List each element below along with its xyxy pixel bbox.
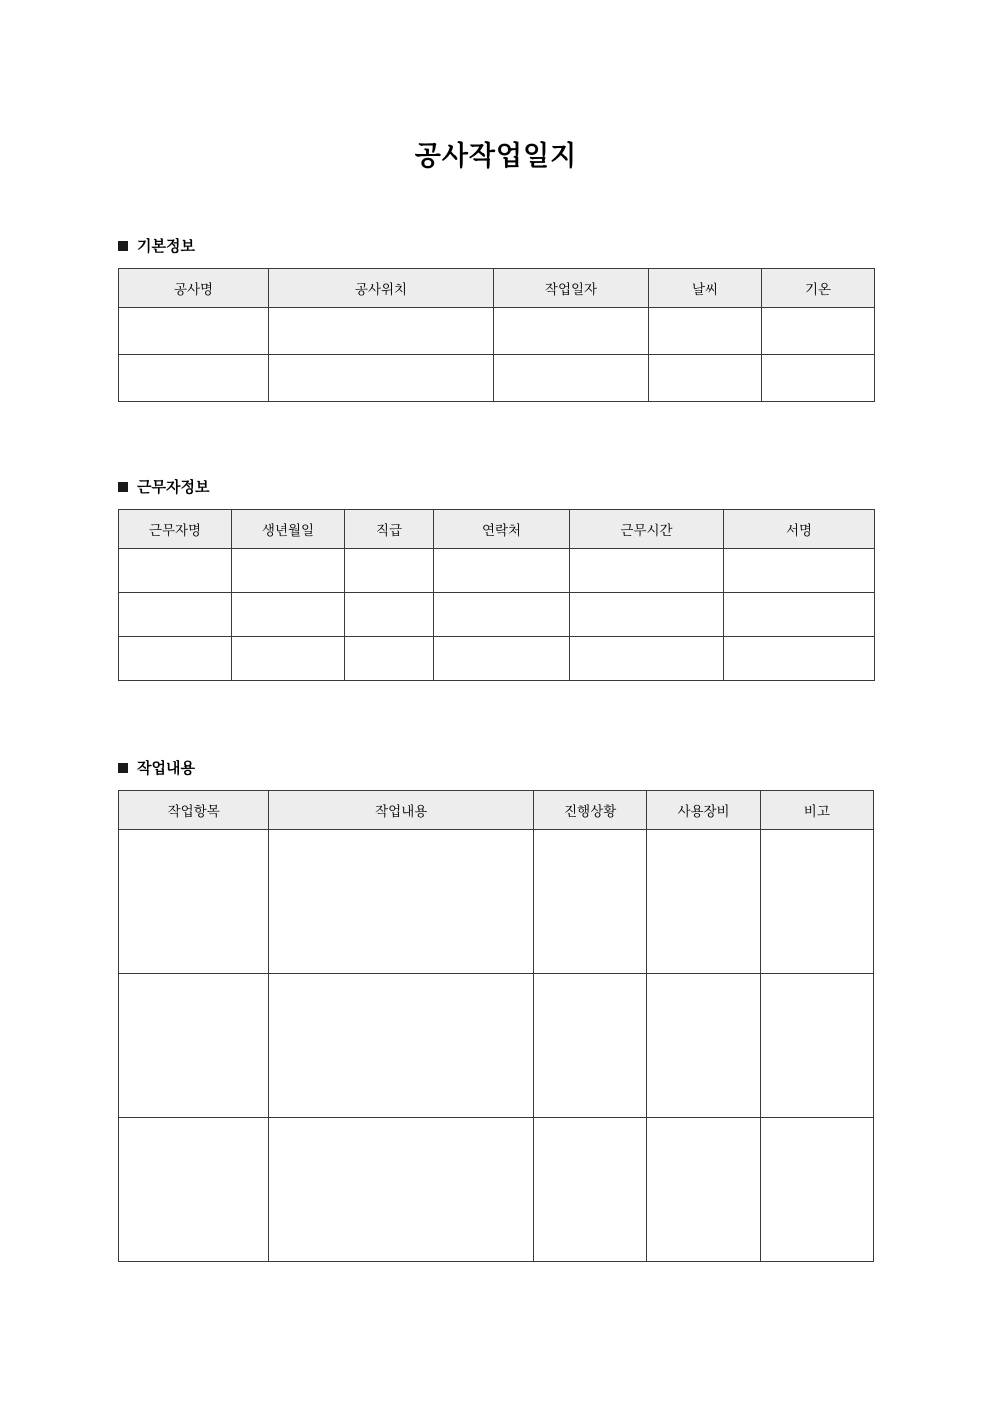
table-cell[interactable] — [269, 974, 534, 1118]
table-cell[interactable] — [760, 830, 873, 974]
table-cell[interactable] — [119, 593, 232, 637]
table-header-row — [119, 791, 874, 830]
table-cell[interactable] — [119, 549, 232, 593]
table-cell[interactable] — [119, 355, 269, 402]
column-header: 작업일자 — [494, 269, 649, 308]
section-heading-basic-info — [118, 235, 874, 256]
table-cell[interactable] — [119, 308, 269, 355]
page-title: 공사작업일지 — [414, 141, 578, 171]
table-cell[interactable] — [345, 549, 434, 593]
table-cell[interactable] — [724, 549, 875, 593]
table-cell[interactable] — [647, 1118, 760, 1262]
table-row — [119, 637, 875, 681]
table-cell[interactable] — [434, 637, 570, 681]
work-content-table — [118, 790, 874, 1262]
column-header: 근무자명 — [119, 510, 232, 549]
square-bullet-icon — [118, 482, 128, 492]
column-header: 사용장비 — [647, 791, 760, 830]
section-work-content — [118, 757, 874, 1262]
table-cell[interactable] — [534, 974, 647, 1118]
column-header: 직급 — [345, 510, 434, 549]
column-header: 근무시간 — [570, 510, 724, 549]
column-header: 작업내용 — [269, 791, 534, 830]
table-cell[interactable] — [570, 593, 724, 637]
table-header-row — [119, 510, 875, 549]
table-cell[interactable] — [434, 549, 570, 593]
square-bullet-icon — [118, 241, 128, 251]
column-header: 날씨 — [649, 269, 762, 308]
table-cell[interactable] — [345, 593, 434, 637]
table-cell[interactable] — [494, 308, 649, 355]
table-cell[interactable] — [570, 637, 724, 681]
table-cell[interactable] — [649, 308, 762, 355]
section-heading-label: 작업내용 — [137, 760, 195, 777]
column-header: 생년월일 — [232, 510, 345, 549]
table-cell[interactable] — [232, 637, 345, 681]
table-cell[interactable] — [762, 308, 875, 355]
column-header: 작업항목 — [119, 791, 269, 830]
table-cell[interactable] — [494, 355, 649, 402]
column-header: 기온 — [762, 269, 875, 308]
column-header: 공사명 — [119, 269, 269, 308]
table-cell[interactable] — [647, 974, 760, 1118]
table-cell[interactable] — [119, 637, 232, 681]
table-row — [119, 549, 875, 593]
section-heading-work-content — [118, 757, 874, 778]
table-cell[interactable] — [269, 355, 494, 402]
table-cell[interactable] — [119, 1118, 269, 1262]
square-bullet-icon — [118, 763, 128, 773]
section-heading-label: 기본정보 — [137, 238, 195, 255]
worker-info-table — [118, 509, 875, 681]
table-cell[interactable] — [269, 1118, 534, 1262]
table-cell[interactable] — [269, 308, 494, 355]
table-row — [119, 974, 874, 1118]
table-cell[interactable] — [534, 1118, 647, 1262]
table-cell[interactable] — [570, 549, 724, 593]
section-worker-info — [118, 476, 874, 681]
table-cell[interactable] — [269, 830, 534, 974]
table-row — [119, 830, 874, 974]
column-header: 공사위치 — [269, 269, 494, 308]
table-cell[interactable] — [760, 974, 873, 1118]
column-header: 서명 — [724, 510, 875, 549]
table-row — [119, 1118, 874, 1262]
table-cell[interactable] — [762, 355, 875, 402]
basic-info-table — [118, 268, 875, 402]
table-cell[interactable] — [232, 593, 345, 637]
section-basic-info — [118, 235, 874, 402]
table-cell[interactable] — [649, 355, 762, 402]
table-cell[interactable] — [724, 593, 875, 637]
column-header: 비고 — [760, 791, 873, 830]
table-cell[interactable] — [724, 637, 875, 681]
table-cell[interactable] — [345, 637, 434, 681]
table-cell[interactable] — [119, 974, 269, 1118]
table-cell[interactable] — [534, 830, 647, 974]
section-heading-label: 근무자정보 — [137, 479, 210, 496]
table-row — [119, 593, 875, 637]
table-cell[interactable] — [647, 830, 760, 974]
table-cell[interactable] — [760, 1118, 873, 1262]
section-heading-worker-info — [118, 476, 874, 497]
column-header: 연락처 — [434, 510, 570, 549]
table-header-row — [119, 269, 875, 308]
table-row — [119, 308, 875, 355]
column-header: 진행상황 — [534, 791, 647, 830]
table-row — [119, 355, 875, 402]
table-cell[interactable] — [119, 830, 269, 974]
table-cell[interactable] — [434, 593, 570, 637]
table-cell[interactable] — [232, 549, 345, 593]
